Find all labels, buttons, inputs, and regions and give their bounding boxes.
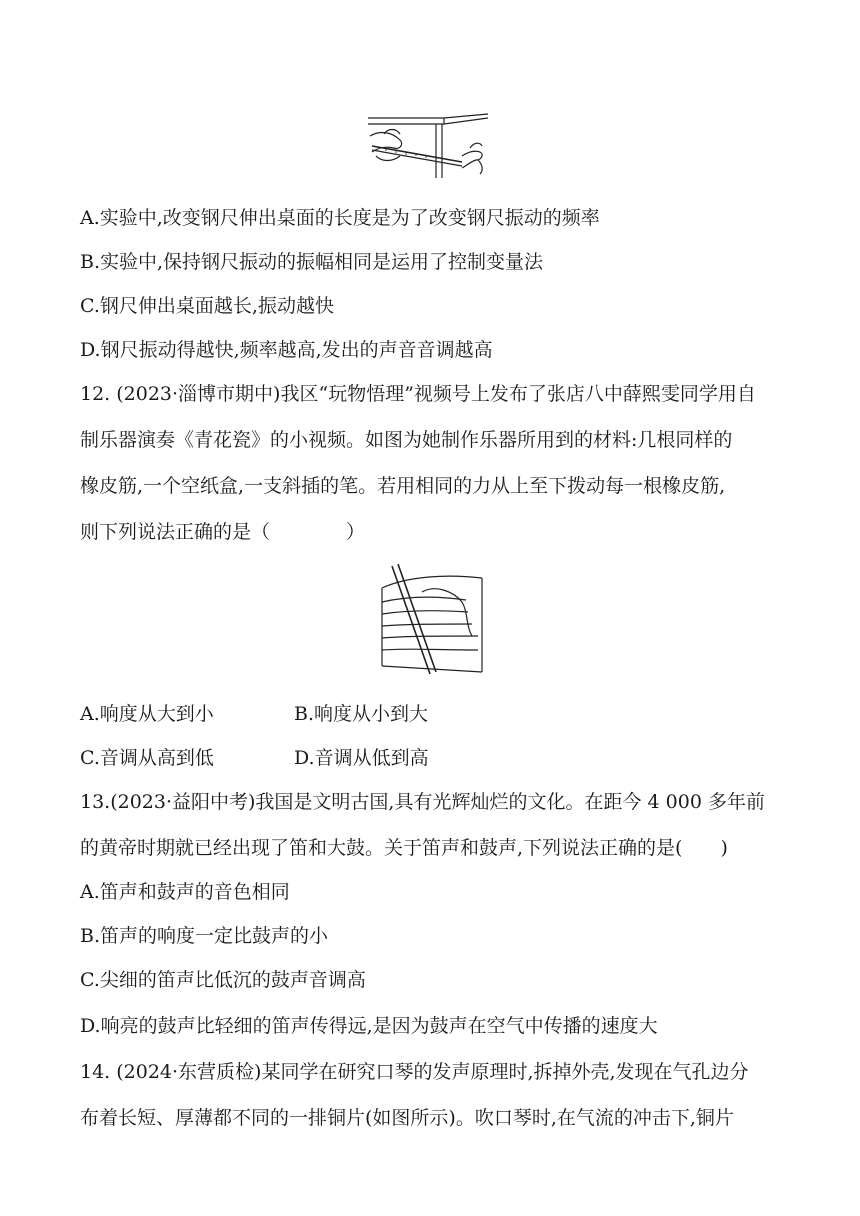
q11-option-c: C.钢尺伸出桌面越长,振动越快 (80, 295, 334, 317)
q13-stem-line-2: 的黄帝时期就已经出现了笛和大鼓。关于笛声和鼓声,下列说法正确的是( ) (80, 837, 728, 859)
q12-options-row-1 (80, 702, 780, 726)
q13-option-d: D.响亮的鼓声比轻细的笛声传得远,是因为鼓声在空气中传播的速度大 (80, 1015, 658, 1037)
q12-option-a: A.响度从大到小 (80, 703, 214, 725)
rubber-band-box-figure (378, 562, 488, 678)
q13-option-b: B.笛声的响度一定比鼓声的小 (80, 925, 329, 947)
q12-option-c: C.音调从高到低 (80, 747, 214, 769)
q14-stem-line-2: 布着长短、厚薄都不同的一排铜片(如图所示)。吹口琴时,在气流的冲击下,铜片 (80, 1107, 734, 1129)
q14-stem-line-1: 14. (2024·东营质检)某同学在研究口琴的发声原理时,拆掉外壳,发现在气孔边分 (80, 1061, 749, 1083)
q13-option-c: C.尖细的笛声比低沉的鼓声音调高 (80, 969, 366, 991)
q12-stem-line-4: 则下列说法正确的是（ ） (80, 521, 366, 543)
q12-options-row-2 (80, 746, 780, 770)
q11-option-b: B.实验中,保持钢尺振动的振幅相同是运用了控制变量法 (80, 251, 544, 273)
q12-stem-line-3: 橡皮筋,一个空纸盒,一支斜插的笔。若用相同的力从上至下拨动每一根橡皮筋, (80, 475, 726, 497)
q13-option-a: A.笛声和鼓声的音色相同 (80, 881, 290, 903)
q11-option-d: D.钢尺振动得越快,频率越高,发出的声音音调越高 (80, 339, 493, 361)
steel-ruler-figure (366, 112, 492, 182)
q12-stem-line-1: 12. (2023·淄博市期中)我区“玩物悟理”视频号上发布了张店八中薛熙雯同学用自 (80, 383, 756, 405)
q12-option-b: B.响度从小到大 (294, 703, 429, 725)
q12-option-d: D.音调从低到高 (294, 747, 429, 769)
q13-stem-line-1: 13.(2023·益阳中考)我国是文明古国,具有光辉灿烂的文化。在距今 4 000 多年前 (80, 791, 765, 813)
q12-stem-line-2: 制乐器演奏《青花瓷》的小视频。如图为她制作乐器所用到的材料:几根同样的 (80, 429, 733, 451)
q11-option-a: A.实验中,改变钢尺伸出桌面的长度是为了改变钢尺振动的频率 (80, 207, 600, 229)
